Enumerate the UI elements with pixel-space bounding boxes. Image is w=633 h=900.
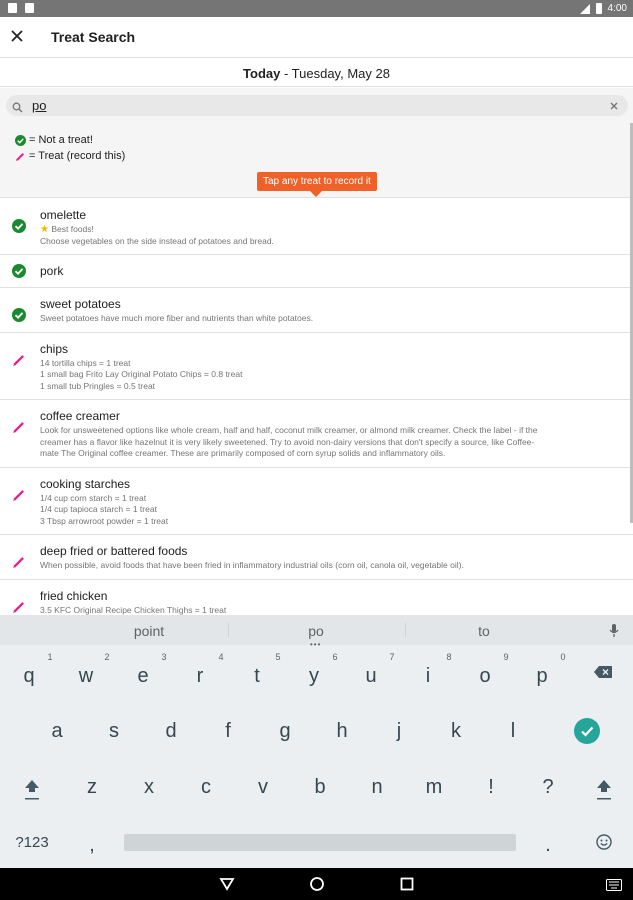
legend-not-treat-label: = Not a treat!: [29, 134, 93, 146]
symbols-key[interactable]: ?123: [15, 834, 49, 851]
item-detail: Choose vegetables on the side instead of potatoes and bread.: [40, 235, 274, 246]
star-icon: ★: [40, 224, 49, 235]
item-name: deep fried or battered foods: [40, 544, 188, 558]
shift-icon[interactable]: [595, 778, 613, 805]
key-hint: 6: [332, 652, 338, 662]
enter-key[interactable]: [574, 718, 600, 744]
check-circle-icon: [12, 219, 26, 238]
key-a[interactable]: a: [51, 720, 63, 742]
tooltip: Tap any treat to record it: [257, 172, 377, 191]
legend-not-treat: [15, 134, 93, 146]
space-key[interactable]: [124, 834, 516, 851]
key-c[interactable]: c: [201, 776, 211, 798]
legend-treat: [15, 150, 125, 162]
key-e[interactable]: e: [137, 665, 149, 687]
key-hint: 4: [218, 652, 224, 662]
home-icon[interactable]: [309, 876, 325, 897]
key-n[interactable]: n: [371, 776, 383, 798]
key-h[interactable]: h: [336, 720, 348, 742]
key-i[interactable]: i: [425, 665, 431, 687]
key-o[interactable]: o: [479, 665, 491, 687]
pencil-icon: [12, 353, 26, 372]
key-k[interactable]: k: [451, 720, 461, 742]
suggestion-strip: point po ••• to: [0, 615, 633, 645]
shift-icon[interactable]: [23, 778, 41, 805]
item-detail: When possible, avoid foods that have been fried in inflammatory industrial oils (corn oil, canola oil, vegetable oil).: [40, 560, 464, 570]
key-v[interactable]: v: [258, 776, 268, 798]
item-name: coffee creamer: [40, 409, 120, 423]
microphone-icon[interactable]: [608, 623, 620, 643]
suggestion[interactable]: to: [478, 623, 490, 639]
navigation-bar: [0, 868, 633, 900]
item-name: omelette: [40, 208, 87, 222]
date-label: - Tuesday, May 28: [280, 66, 390, 81]
search-bar: [0, 88, 633, 123]
key-l[interactable]: l: [510, 720, 516, 742]
item-name: cooking starches: [40, 476, 131, 491]
list-item[interactable]: [0, 288, 633, 333]
item-note: Best foods!: [51, 224, 94, 234]
key-hint: 3: [161, 652, 167, 662]
key-d[interactable]: d: [165, 720, 177, 742]
recents-icon[interactable]: [400, 877, 414, 896]
item-name: sweet potatoes: [40, 297, 121, 311]
notification-icon: [25, 3, 34, 13]
date-selector[interactable]: [0, 59, 633, 87]
item-name: fried chicken: [40, 588, 108, 603]
check-circle-icon: [15, 135, 26, 146]
key-question[interactable]: ?: [542, 776, 554, 798]
list-item[interactable]: [0, 468, 633, 536]
check-circle-icon: [12, 308, 26, 327]
key-z[interactable]: z: [87, 776, 97, 798]
key-f[interactable]: f: [225, 720, 231, 742]
page-title: Treat Search: [51, 29, 136, 45]
pencil-icon: [12, 488, 26, 507]
pencil-icon: [15, 151, 26, 162]
key-g[interactable]: g: [279, 720, 291, 742]
suggestion[interactable]: po: [308, 623, 324, 639]
key-r[interactable]: r: [196, 665, 204, 687]
search-input[interactable]: [32, 96, 592, 115]
suggestion[interactable]: point: [133, 623, 165, 639]
key-s[interactable]: s: [109, 720, 119, 742]
results-list: [0, 199, 633, 615]
item-detail: 3.5 KFC Original Recipe Chicken Thighs = 1 treat: [40, 604, 227, 615]
clock: 4:00: [607, 3, 627, 14]
key-hint: 9: [503, 652, 509, 662]
date-prefix: Today: [243, 66, 281, 81]
pencil-icon: [12, 420, 26, 439]
key-b[interactable]: b: [314, 776, 326, 798]
back-icon[interactable]: [219, 877, 235, 896]
legend: [0, 123, 633, 198]
key-m[interactable]: m: [425, 776, 443, 798]
key-hint: 7: [389, 652, 395, 662]
item-detail: creamer has a flavor like hazelnut it is very likely sweetened. Try to avoid non-dairy versions that don't specify a source, like Coffee-: [40, 436, 535, 447]
item-name: chips: [40, 341, 69, 356]
item-detail: 1 small tub Pringles = 0.5 treat: [40, 380, 156, 391]
period-key[interactable]: .: [545, 834, 551, 856]
key-u[interactable]: u: [365, 665, 377, 687]
clear-icon[interactable]: [608, 99, 620, 117]
search-icon: [12, 100, 23, 118]
item-detail: 1 small bag Frito Lay Original Potato Chips = 0.8 treat: [40, 369, 243, 379]
item-detail: mate The Original coffee creamer. These are primarily composed of corn syrup solids and inflammatory oils.: [40, 448, 446, 458]
list-item[interactable]: [0, 333, 633, 401]
key-t[interactable]: t: [254, 665, 260, 687]
status-bar: [0, 0, 633, 17]
list-item[interactable]: [0, 255, 633, 288]
key-j[interactable]: j: [396, 720, 402, 742]
battery-icon: [596, 3, 602, 14]
key-hint: 0: [560, 652, 566, 662]
keyboard-icon[interactable]: [606, 878, 622, 896]
legend-treat-label: = Treat (record this): [29, 150, 126, 162]
list-item[interactable]: [0, 400, 633, 468]
key-exclamation[interactable]: !: [488, 776, 494, 798]
item-detail: Look for unsweetened options like whole cream, half and half, coconut milk creamer, or almond milk creamer. Check the label - if the: [40, 425, 538, 435]
key-x[interactable]: x: [144, 776, 154, 798]
check-icon: [574, 718, 600, 744]
close-icon[interactable]: [8, 27, 28, 47]
item-name: pork: [40, 264, 64, 278]
search-field[interactable]: [6, 95, 628, 116]
key-p[interactable]: p: [536, 665, 548, 687]
signal-icon: [580, 4, 590, 14]
item-detail: 3 Tbsp arrowroot powder = 1 treat: [40, 515, 169, 526]
on-screen-keyboard: [0, 615, 633, 868]
item-detail: Sweet potatoes have much more fiber and nutrients than white potatoes.: [40, 313, 314, 323]
key-hint: 8: [446, 652, 452, 662]
app-bar: [0, 17, 633, 58]
key-hint: 2: [104, 652, 110, 662]
key-y[interactable]: y: [309, 665, 319, 687]
backspace-icon[interactable]: [593, 665, 613, 684]
item-detail: 14 tortilla chips = 1 treat: [40, 357, 131, 368]
notification-icon: [8, 3, 17, 13]
list-item[interactable]: [0, 535, 633, 580]
key-hint: 1: [47, 652, 53, 662]
pencil-icon: [12, 555, 26, 574]
check-circle-icon: [12, 264, 26, 283]
list-item[interactable]: [0, 199, 633, 255]
comma-key[interactable]: ,: [89, 834, 95, 856]
item-detail: 1/4 cup tapioca starch = 1 treat: [40, 504, 157, 514]
key-hint: 5: [275, 652, 281, 662]
key-q[interactable]: q: [23, 665, 35, 687]
emoji-icon[interactable]: [596, 834, 612, 855]
item-detail: 1/4 cup corn starch = 1 treat: [40, 492, 147, 503]
key-w[interactable]: w: [78, 665, 94, 687]
